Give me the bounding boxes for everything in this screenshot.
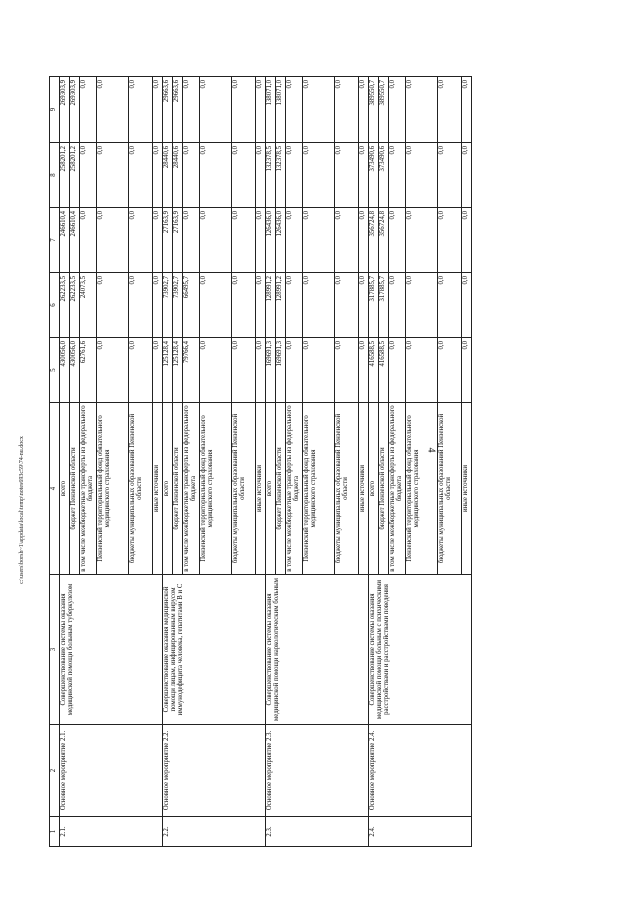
amount-cell: 0,0 [80, 143, 97, 208]
amount-cell: 0,0 [200, 208, 232, 273]
amount-cell: 0,0 [462, 338, 472, 403]
amount-cell: 138071,0 [266, 77, 276, 143]
amount-cell: 28440,6 [163, 143, 173, 208]
funding-table [49, 76, 472, 847]
amount-cell: 29663,6 [173, 77, 183, 143]
table-row [369, 77, 379, 847]
amount-cell: 126436,0 [276, 208, 286, 273]
amount-cell: 0,0 [256, 143, 266, 208]
funding-source: бюджеты муниципальных образований Пензенской области [232, 403, 256, 575]
funding-source: Пензенский территориальный фонд обязательного медицинского страхования [406, 403, 438, 575]
amount-cell: 0,0 [406, 77, 438, 143]
amount-cell: 0,0 [183, 143, 200, 208]
amount-cell: 0,0 [462, 208, 472, 273]
page-number: 4 [425, 447, 437, 453]
amount-cell: 0,0 [359, 208, 369, 273]
funding-source: в том числе межбюджетные трансферты из федерального бюджета [183, 403, 200, 575]
amount-cell: 0,0 [153, 338, 163, 403]
section-name: Основное мероприятие 2.3. [266, 725, 369, 817]
amount-cell: 389550,7 [379, 77, 389, 143]
amount-cell: 0,0 [389, 143, 406, 208]
amount-cell: 0,0 [153, 208, 163, 273]
amount-cell: 0,0 [359, 273, 369, 338]
section-number: 2.4. [369, 817, 472, 847]
amount-cell: 0,0 [153, 273, 163, 338]
rotated-table-container [49, 77, 591, 847]
funding-source: иные источники [153, 403, 163, 575]
amount-cell: 0,0 [153, 77, 163, 143]
funding-source: иные источники [462, 403, 472, 575]
amount-cell: 0,0 [406, 338, 438, 403]
amount-cell: 0,0 [303, 273, 335, 338]
amount-cell: 373490,6 [379, 143, 389, 208]
amount-cell: 0,0 [286, 338, 303, 403]
amount-cell: 389550,7 [369, 77, 379, 143]
amount-cell: 262233,5 [60, 273, 70, 338]
amount-cell: 0,0 [359, 338, 369, 403]
amount-cell: 317885,7 [379, 273, 389, 338]
funding-source: бюджет Пензенской области [173, 403, 183, 575]
amount-cell: 0,0 [359, 77, 369, 143]
amount-cell: 28440,6 [173, 143, 183, 208]
amount-cell: 0,0 [129, 143, 153, 208]
header-cell: 9 [50, 77, 60, 143]
funding-source: бюджет Пензенской области [276, 403, 286, 575]
table-row [163, 77, 173, 847]
funding-source: всего [60, 403, 70, 575]
amount-cell: 269303,9 [70, 77, 80, 143]
amount-cell: 0,0 [389, 208, 406, 273]
amount-cell: 0,0 [200, 273, 232, 338]
amount-cell: 0,0 [80, 77, 97, 143]
amount-cell: 0,0 [438, 273, 462, 338]
amount-cell: 356724,8 [369, 208, 379, 273]
header-cell: 2 [50, 725, 60, 817]
amount-cell: 125128,4 [163, 338, 173, 403]
amount-cell: 0,0 [335, 77, 359, 143]
amount-cell: 0,0 [303, 338, 335, 403]
header-cell: 3 [50, 575, 60, 725]
header-cell: 7 [50, 208, 60, 273]
amount-cell: 0,0 [335, 143, 359, 208]
amount-cell: 132378,5 [266, 143, 276, 208]
section-description: Совершенствование системы оказания медицинской помощи больным туберкулезом [60, 575, 163, 725]
amount-cell: 0,0 [438, 338, 462, 403]
amount-cell: 0,0 [438, 208, 462, 273]
amount-cell: 125128,4 [173, 338, 183, 403]
amount-cell: 430056,0 [70, 338, 80, 403]
amount-cell: 373490,6 [369, 143, 379, 208]
amount-cell: 0,0 [286, 208, 303, 273]
amount-cell: 262233,5 [70, 273, 80, 338]
section-number: 2.1. [60, 817, 163, 847]
funding-source: бюджет Пензенской области [70, 403, 80, 575]
amount-cell: 0,0 [438, 143, 462, 208]
footer-file-path: c:\users\borsh~1\appdata\local\temp\notes693c59\74-nu.docx [19, 436, 25, 584]
amount-cell: 269303,9 [60, 77, 70, 143]
section-name: Основное мероприятие 2.4. [369, 725, 472, 817]
section-description: Совершенствование системы оказания медицинской помощи больным с психическими расстройствами и расстройствами поведения [369, 575, 472, 725]
amount-cell: 73902,7 [173, 273, 183, 338]
header-cell: 6 [50, 273, 60, 338]
amount-cell: 0,0 [303, 143, 335, 208]
funding-source: всего [266, 403, 276, 575]
amount-cell: 0,0 [462, 77, 472, 143]
amount-cell: 0,0 [406, 143, 438, 208]
amount-cell: 27163,9 [173, 208, 183, 273]
amount-cell: 0,0 [232, 143, 256, 208]
amount-cell: 73902,7 [163, 273, 173, 338]
header-cell: 4 [50, 403, 60, 575]
amount-cell: 0,0 [438, 77, 462, 143]
section-name: Основное мероприятие 2.2. [163, 725, 266, 817]
amount-cell: 0,0 [462, 273, 472, 338]
funding-source: бюджет Пензенской области [379, 403, 389, 575]
amount-cell: 0,0 [129, 77, 153, 143]
funding-source: иные источники [359, 403, 369, 575]
amount-cell: 0,0 [97, 77, 129, 143]
section-description: Совершенствование оказания медицинской помощи лицам, инфицированным вирусом иммунодефицита человека, гепатитами B и C [163, 575, 266, 725]
funding-source: в том числе межбюджетные трансферты из федерального бюджета [389, 403, 406, 575]
amount-cell: 169691,3 [266, 338, 276, 403]
section-number: 2.2. [163, 817, 266, 847]
funding-source: в том числе межбюджетные трансферты из федерального бюджета [286, 403, 303, 575]
amount-cell: 29663,6 [163, 77, 173, 143]
funding-source: бюджеты муниципальных образований Пензенской области [129, 403, 153, 575]
header-cell: 8 [50, 143, 60, 208]
amount-cell: 66495,7 [183, 273, 200, 338]
header-row [50, 77, 60, 847]
amount-cell: 0,0 [232, 77, 256, 143]
header-cell: 1 [50, 817, 60, 847]
amount-cell: 0,0 [256, 208, 266, 273]
funding-source: бюджеты муниципальных образований Пензенской области [335, 403, 359, 575]
amount-cell: 0,0 [232, 338, 256, 403]
amount-cell: 258201,2 [60, 143, 70, 208]
amount-cell: 0,0 [232, 208, 256, 273]
amount-cell: 0,0 [256, 77, 266, 143]
amount-cell: 0,0 [80, 208, 97, 273]
funding-source: всего [163, 403, 173, 575]
amount-cell: 430056,0 [60, 338, 70, 403]
amount-cell: 0,0 [462, 143, 472, 208]
amount-cell: 0,0 [129, 208, 153, 273]
amount-cell: 0,0 [153, 143, 163, 208]
amount-cell: 0,0 [335, 338, 359, 403]
amount-cell: 246610,4 [70, 208, 80, 273]
amount-cell: 416588,5 [379, 338, 389, 403]
amount-cell: 317885,7 [369, 273, 379, 338]
amount-cell: 132378,5 [276, 143, 286, 208]
table-row [60, 77, 70, 847]
amount-cell: 0,0 [256, 273, 266, 338]
amount-cell: 24073,5 [80, 273, 97, 338]
funding-source: Пензенский территориальный фонд обязательного медицинского страхования [303, 403, 335, 575]
funding-source: всего [369, 403, 379, 575]
table-row [266, 77, 276, 847]
amount-cell: 0,0 [97, 208, 129, 273]
amount-cell: 128991,2 [276, 273, 286, 338]
amount-cell: 79766,4 [183, 338, 200, 403]
amount-cell: 0,0 [200, 77, 232, 143]
amount-cell: 0,0 [406, 208, 438, 273]
amount-cell: 0,0 [129, 273, 153, 338]
amount-cell: 0,0 [286, 77, 303, 143]
funding-source: в том числе межбюджетные трансферты из федерального бюджета [80, 403, 97, 575]
amount-cell: 0,0 [97, 273, 129, 338]
amount-cell: 0,0 [335, 273, 359, 338]
amount-cell: 62761,6 [80, 338, 97, 403]
amount-cell: 0,0 [303, 208, 335, 273]
amount-cell: 0,0 [359, 143, 369, 208]
amount-cell: 169691,3 [276, 338, 286, 403]
amount-cell: 0,0 [286, 143, 303, 208]
amount-cell: 0,0 [200, 143, 232, 208]
amount-cell: 246610,4 [60, 208, 70, 273]
amount-cell: 0,0 [129, 338, 153, 403]
amount-cell: 27163,9 [163, 208, 173, 273]
funding-source: Пензенский территориальный фонд обязательного медицинского страхования [200, 403, 232, 575]
amount-cell: 128991,2 [266, 273, 276, 338]
header-cell: 5 [50, 338, 60, 403]
section-number: 2.3. [266, 817, 369, 847]
amount-cell: 0,0 [232, 273, 256, 338]
amount-cell: 0,0 [389, 273, 406, 338]
amount-cell: 138071,0 [276, 77, 286, 143]
amount-cell: 0,0 [335, 208, 359, 273]
amount-cell: 0,0 [286, 273, 303, 338]
amount-cell: 0,0 [97, 143, 129, 208]
amount-cell: 0,0 [389, 338, 406, 403]
funding-source: бюджеты муниципальных образований Пензенской области [438, 403, 462, 575]
amount-cell: 0,0 [256, 338, 266, 403]
amount-cell: 0,0 [183, 208, 200, 273]
funding-source: Пензенский территориальный фонд обязательного медицинского страхования [97, 403, 129, 575]
amount-cell: 0,0 [303, 77, 335, 143]
amount-cell: 0,0 [200, 338, 232, 403]
funding-source: иные источники [256, 403, 266, 575]
amount-cell: 126436,0 [266, 208, 276, 273]
amount-cell: 0,0 [406, 273, 438, 338]
amount-cell: 0,0 [183, 77, 200, 143]
amount-cell: 0,0 [389, 77, 406, 143]
amount-cell: 258201,2 [70, 143, 80, 208]
amount-cell: 356724,8 [379, 208, 389, 273]
amount-cell: 416588,5 [369, 338, 379, 403]
section-name: Основное мероприятие 2.1. [60, 725, 163, 817]
section-description: Совершенствование системы оказания медицинской помощи наркологическим больным [266, 575, 369, 725]
amount-cell: 0,0 [97, 338, 129, 403]
